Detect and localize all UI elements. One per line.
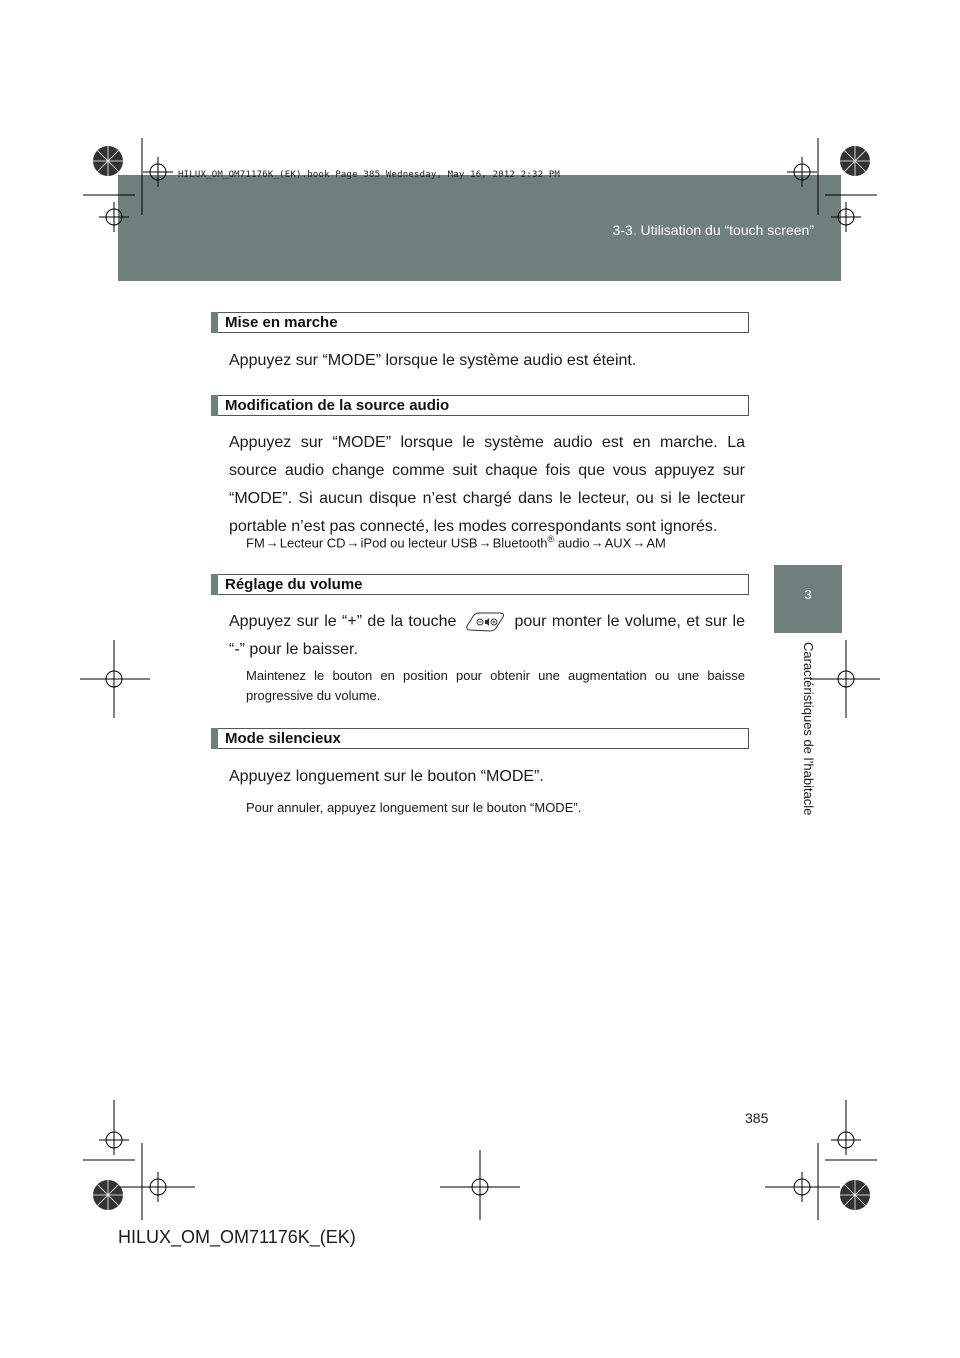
audio-source-sequence: FM→Lecteur CD→iPod ou lecteur USB→Bluetooth® audio→AUX→AM [246,534,666,551]
arrow-icon: → [590,535,604,551]
heading-mode-silencieux: Mode silencieux [211,728,749,749]
heading-modification-source: Modification de la source audio [211,395,749,416]
page-number: 385 [745,1110,769,1126]
paragraph-reglage-volume: Appuyez sur le “+” de la touche pour monter le volume, et sur le “-” pour le baisser. [229,613,745,658]
arrow-icon: → [265,535,279,551]
chapter-label: Caractéristiques de l’habitacle [801,642,816,816]
arrow-icon: → [478,535,492,551]
arrow-icon: → [346,535,360,551]
heading-mise-en-marche: Mise en marche [211,312,749,333]
document-code: HILUX_OM_OM71176K_(EK) [118,1227,356,1247]
paragraph-mode-silencieux: Appuyez longuement sur le bouton “MODE”. [229,768,544,785]
section-title: 3-3. Utilisation du “touch screen” [612,222,814,238]
heading-reglage-volume: Réglage du volume [211,574,749,595]
note-mode-silencieux: Pour annuler, appuyez longuement sur le bouton “MODE”. [246,800,582,815]
paragraph-mise-en-marche: Appuyez sur “MODE” lorsque le système audio est éteint. [229,352,637,369]
registered-mark: ® [547,534,555,544]
note-reglage-volume: Maintenez le bouton en position pour obtenir une augmentation ou une baisse progressive du volume. [246,668,745,703]
chapter-number: 3 [804,587,812,602]
book-info-line: HILUX_OM_OM71176K_(EK).book Page 385 Wednesday, May 16, 2012 2:32 PM [178,170,561,180]
paragraph-modification-source: Appuyez sur “MODE” lorsque le système audio est en marche. La source audio change comme suit chaque fois que vous appuyez sur “MODE”. Si aucun disque n’est chargé dans le lecteur, ou si le lecteur portable n’est pas connecté, les modes correspondants sont ignorés. [229,434,745,535]
arrow-icon: → [632,535,646,551]
